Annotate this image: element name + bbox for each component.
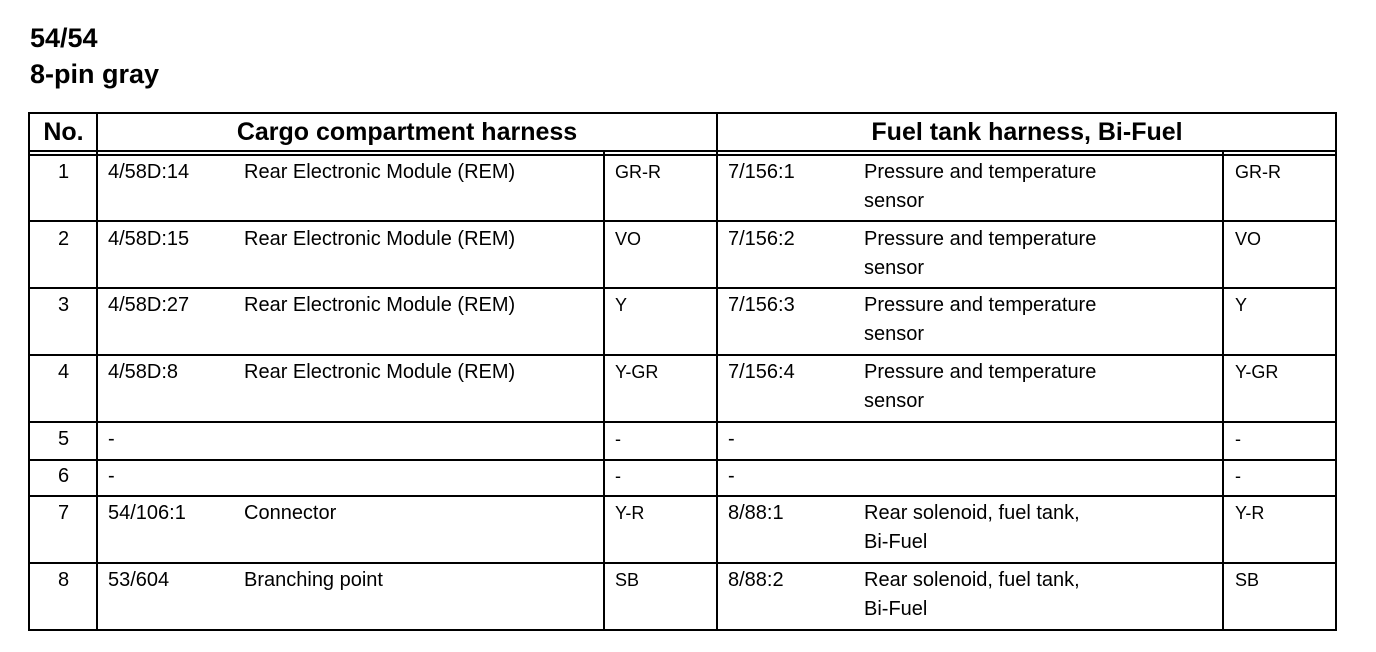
row-divider: [30, 354, 1335, 356]
header-no: No.: [43, 118, 84, 146]
header-cargo-compartment-harness: Cargo compartment harness: [236, 118, 578, 146]
fuel-ref: -: [728, 465, 735, 487]
cargo-wire-color: -: [615, 466, 621, 486]
header-divider: [30, 150, 1335, 156]
fuel-ref: 7/156:4: [728, 361, 795, 383]
col-divider-left-color: [603, 152, 605, 629]
fuel-wire-color: Y-R: [1235, 503, 1265, 523]
cargo-ref: -: [108, 465, 115, 487]
cargo-wire-color: Y: [615, 295, 628, 315]
cargo-description: Rear Electronic Module (REM): [244, 161, 516, 183]
cargo-description: Rear Electronic Module (REM): [244, 361, 516, 383]
cargo-ref: 4/58D:14: [108, 161, 190, 183]
fuel-ref: 7/156:1: [728, 161, 795, 183]
fuel-description-line2: sensor: [864, 390, 925, 412]
cargo-ref: 54/106:1: [108, 502, 186, 524]
connector-heading: [30, 20, 159, 92]
pin-number: 5: [57, 428, 70, 450]
cargo-ref: 4/58D:15: [108, 228, 190, 250]
pin-number: 4: [57, 361, 70, 383]
fuel-description-line1: Pressure and temperature: [864, 161, 1097, 183]
fuel-ref: 7/156:2: [728, 228, 795, 250]
fuel-ref: -: [728, 428, 735, 450]
cargo-description: Connector: [244, 502, 337, 524]
row-divider: [30, 220, 1335, 222]
cargo-description: Rear Electronic Module (REM): [244, 228, 516, 250]
fuel-description-line2: Bi-Fuel: [864, 531, 928, 553]
fuel-description-line1: Rear solenoid, fuel tank,: [864, 502, 1080, 524]
cargo-wire-color: GR-R: [615, 162, 661, 182]
fuel-ref: 7/156:3: [728, 294, 795, 316]
fuel-description-line1: Pressure and temperature: [864, 361, 1097, 383]
pin-table: [28, 112, 1337, 631]
fuel-description-line1: Pressure and temperature: [864, 294, 1097, 316]
cargo-ref: 53/604: [108, 569, 170, 591]
pin-number: 6: [57, 465, 70, 487]
fuel-wire-color: Y-GR: [1235, 362, 1279, 382]
cargo-description: Branching point: [244, 569, 383, 591]
row-divider: [30, 459, 1335, 461]
pin-number: 3: [57, 294, 70, 316]
col-divider-groups: [716, 114, 718, 629]
fuel-ref: 8/88:2: [728, 569, 784, 591]
cargo-ref: -: [108, 428, 115, 450]
fuel-description-line2: Bi-Fuel: [864, 598, 928, 620]
cargo-wire-color: -: [615, 429, 621, 449]
fuel-wire-color: GR-R: [1235, 162, 1281, 182]
fuel-description-line1: Rear solenoid, fuel tank,: [864, 569, 1080, 591]
cargo-ref: 4/58D:27: [108, 294, 190, 316]
fuel-ref: 8/88:1: [728, 502, 784, 524]
pin-number: 8: [57, 569, 70, 591]
fuel-wire-color: SB: [1235, 570, 1260, 590]
fuel-wire-color: -: [1235, 429, 1241, 449]
pin-number: 1: [57, 161, 70, 183]
cargo-wire-color: VO: [615, 229, 642, 249]
cargo-wire-color: Y-GR: [615, 362, 659, 382]
fuel-description-line2: sensor: [864, 323, 925, 345]
pin-number: 7: [57, 502, 70, 524]
row-divider: [30, 562, 1335, 564]
fuel-description-line2: sensor: [864, 257, 925, 279]
fuel-wire-color: VO: [1235, 229, 1262, 249]
fuel-wire-color: Y: [1235, 295, 1248, 315]
col-divider-right-color: [1222, 152, 1224, 629]
connector-type: 8-pin gray: [30, 59, 160, 89]
cargo-wire-color: Y-R: [615, 503, 645, 523]
connector-id: 54/54: [30, 23, 98, 53]
cargo-wire-color: SB: [615, 570, 640, 590]
header-fuel-tank-harness: Fuel tank harness, Bi-Fuel: [871, 118, 1183, 146]
pin-number: 2: [57, 228, 70, 250]
row-divider: [30, 421, 1335, 423]
cargo-description: Rear Electronic Module (REM): [244, 294, 516, 316]
fuel-description-line2: sensor: [864, 190, 925, 212]
cargo-ref: 4/58D:8: [108, 361, 179, 383]
fuel-wire-color: -: [1235, 466, 1241, 486]
fuel-description-line1: Pressure and temperature: [864, 228, 1097, 250]
row-divider: [30, 287, 1335, 289]
row-divider: [30, 495, 1335, 497]
